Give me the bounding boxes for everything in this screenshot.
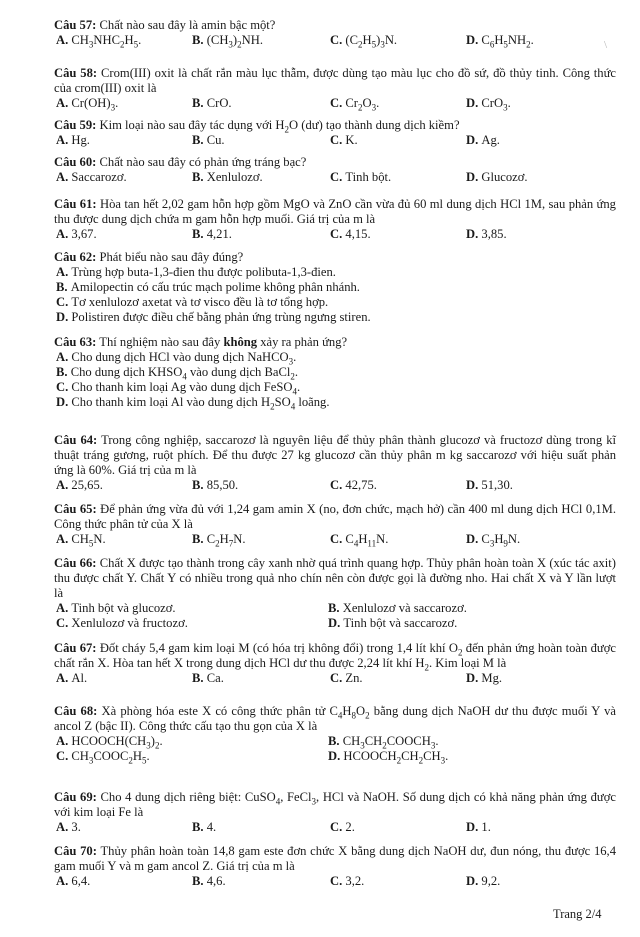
option-text: 25,65. <box>71 478 103 492</box>
option-text: 4,6. <box>206 874 226 888</box>
answer-option <box>56 532 192 547</box>
answer-options <box>56 170 616 185</box>
option-letter: B. <box>56 280 68 294</box>
option-text: Zn. <box>345 671 363 685</box>
option-letter: B. <box>192 820 204 834</box>
option-text: 3,85. <box>481 227 507 241</box>
option-letter: D. <box>466 133 479 147</box>
question-number: Câu 69: <box>54 790 97 804</box>
answer-option <box>328 601 618 616</box>
answer-option <box>56 601 328 616</box>
question-68 <box>54 704 616 764</box>
answer-option <box>56 820 192 835</box>
option-letter: B. <box>192 671 204 685</box>
option-letter: D. <box>466 874 479 888</box>
option-letter: C. <box>330 96 343 110</box>
option-text: Cho thanh kim loại Al vào dung dịch $H_2SO_4$ loãng. <box>71 395 330 412</box>
answer-option <box>192 33 330 48</box>
answer-option <box>56 310 616 325</box>
option-text: 4. <box>206 820 217 834</box>
option-letter: A. <box>56 170 69 184</box>
answer-option <box>192 478 330 493</box>
option-text: CrO$_3$. <box>481 96 511 113</box>
option-text: Glucozơ. <box>481 170 528 184</box>
page-number: Trang 2/4 <box>553 907 602 921</box>
option-text: Tơ xenlulozơ axetat và tơ visco đều là tơ tổng hợp. <box>71 295 329 309</box>
question-stem <box>54 502 616 532</box>
answer-options <box>56 874 616 889</box>
question-text: Để phản ứng vừa đủ với 1,24 gam amin X (no, đơn chức, mạch hở) cần 400 ml dung dịch HCl 0,1M. Công thức phân tử của X là <box>54 502 616 531</box>
answer-option <box>466 671 616 686</box>
option-letter: D. <box>466 33 479 47</box>
option-letter: C. <box>330 133 343 147</box>
answer-option <box>56 295 616 310</box>
option-letter: C. <box>56 616 69 630</box>
question-63 <box>54 335 616 410</box>
answer-options <box>56 601 616 631</box>
answer-option <box>56 350 616 365</box>
option-text: $(CH_3)_2NH$. <box>206 33 263 50</box>
option-letter: B. <box>192 532 204 546</box>
question-text: Thủy phân hoàn toàn 14,8 gam este đơn chức X bằng dung dịch NaOH dư, đun nóng, thu được 16,4 gam muối Y và m gam ancol Z. Giá trị của m là <box>54 844 616 873</box>
option-letter: B. <box>192 874 204 888</box>
question-64 <box>54 433 616 493</box>
question-number: Câu 58: <box>54 66 98 80</box>
question-60 <box>54 155 616 185</box>
option-letter: C. <box>56 749 69 763</box>
option-letter: B. <box>192 33 204 47</box>
option-text: Ca. <box>206 671 224 685</box>
answer-option <box>56 478 192 493</box>
answer-option <box>56 170 192 185</box>
answer-option <box>192 170 330 185</box>
answer-option <box>56 616 328 631</box>
question-66 <box>54 556 616 631</box>
answer-options <box>56 350 616 410</box>
option-letter: C. <box>56 380 69 394</box>
option-text: Amilopectin có cấu trúc mạch polime không phân nhánh. <box>70 280 360 294</box>
option-text: Xenlulozơ và saccarozơ. <box>342 601 467 615</box>
option-text: Hg. <box>71 133 90 147</box>
option-text: $CH_3NHC_2H_5$. <box>71 33 142 50</box>
option-letter: B. <box>192 478 204 492</box>
answer-options <box>56 671 616 686</box>
question-stem <box>54 118 616 133</box>
option-letter: C. <box>330 820 343 834</box>
answer-option <box>330 820 466 835</box>
question-number: Câu 57: <box>54 18 97 32</box>
question-text: Hòa tan hết 2,02 gam hỗn hợp gồm MgO và ZnO cần vừa đủ 60 ml dung dịch HCl 1M, sau phản ứng thu được dung dịch chứa m gam hỗn hợp muối. Giá trị của m là <box>54 197 616 226</box>
question-number: Câu 68: <box>54 704 98 718</box>
option-letter: A. <box>56 532 69 546</box>
answer-option <box>466 170 616 185</box>
question-stem <box>54 641 616 671</box>
option-text: Tinh bột và saccarozơ. <box>343 616 458 630</box>
answer-option <box>330 671 466 686</box>
option-text: $C_3H_9N$. <box>481 532 521 549</box>
answer-option <box>56 33 192 48</box>
option-text: $Cr(OH)_3$. <box>71 96 119 113</box>
option-text: 2. <box>345 820 355 834</box>
question-number: Câu 63: <box>54 335 97 349</box>
answer-option <box>466 133 616 148</box>
question-stem <box>54 844 616 874</box>
question-text: Chất nào sau đây là amin bậc một? <box>96 18 276 32</box>
answer-option <box>192 671 330 686</box>
answer-options <box>56 227 616 242</box>
option-letter: C. <box>330 227 343 241</box>
option-text: $CH_3CH_2COOCH_3$. <box>342 734 439 751</box>
option-letter: B. <box>328 601 340 615</box>
option-letter: C. <box>330 671 343 685</box>
answer-option <box>330 532 466 547</box>
option-letter: D. <box>466 170 479 184</box>
option-text: 42,75. <box>345 478 377 492</box>
answer-option <box>466 478 616 493</box>
option-letter: A. <box>56 478 69 492</box>
question-number: Câu 67: <box>54 641 97 655</box>
answer-options <box>56 133 616 148</box>
option-letter: A. <box>56 265 69 279</box>
option-text: 85,50. <box>206 478 239 492</box>
answer-options <box>56 96 616 111</box>
option-text: 51,30. <box>481 478 513 492</box>
answer-option <box>330 170 466 185</box>
option-letter: D. <box>328 616 341 630</box>
option-text: Cho dung dịch HCl vào dung dịch NaHCO$_3$. <box>71 350 297 367</box>
question-stem <box>54 704 616 734</box>
answer-option <box>192 133 330 148</box>
question-stem <box>54 250 616 265</box>
option-letter: C. <box>56 295 69 309</box>
option-text: $CH_3COOC_2H_5$. <box>71 749 150 766</box>
question-58 <box>54 66 616 111</box>
option-text: Polistiren được điều chế bằng phản ứng trùng ngưng stiren. <box>71 310 371 324</box>
question-text: Xà phòng hóa este X có công thức phân tử $C_4H_8O_2$ bằng dung dịch NaOH dư thu được muối Y và ancol Z (bậc II). Công thức cấu tạo thu gọn của X là <box>54 704 616 733</box>
answer-option <box>330 874 466 889</box>
option-letter: B. <box>192 227 204 241</box>
option-letter: D. <box>328 749 341 763</box>
answer-option <box>56 280 616 295</box>
question-text: Phát biểu nào sau đây đúng? <box>96 250 244 264</box>
answer-option <box>328 616 618 631</box>
question-number: Câu 62: <box>54 250 97 264</box>
option-letter: C. <box>330 874 343 888</box>
question-stem <box>54 335 616 350</box>
option-text: $C_2H_7N$. <box>206 532 246 549</box>
answer-option <box>56 874 192 889</box>
answer-option <box>56 133 192 148</box>
answer-options <box>56 734 616 764</box>
option-text: $CH_5N$. <box>71 532 106 549</box>
question-67 <box>54 641 616 686</box>
option-text: 3. <box>71 820 81 834</box>
question-stem <box>54 66 616 96</box>
option-letter: D. <box>466 227 479 241</box>
answer-options <box>56 478 616 493</box>
option-letter: C. <box>330 33 343 47</box>
option-text: Cho thanh kim loại Ag vào dung dịch FeSO$_4$. <box>71 380 301 397</box>
question-text: Đốt cháy 5,4 gam kim loại M (có hóa trị không đổi) trong 1,4 lít khí $O_2$ đến phản ứng hoàn toàn được chất rắn X. Hòa tan hết X trong dung dịch HCl dư thu được 2,24 lít khí $H_2$. Kim loại M là <box>54 641 616 673</box>
answer-option <box>56 365 616 380</box>
option-text: Xenlulozơ và fructozơ. <box>71 616 188 630</box>
answer-option <box>466 820 616 835</box>
option-text: $(C_2H_5)_3N$. <box>345 33 398 50</box>
option-letter: B. <box>192 96 204 110</box>
question-stem <box>54 18 616 33</box>
question-number: Câu 60: <box>54 155 97 169</box>
option-letter: A. <box>56 601 69 615</box>
question-stem <box>54 197 616 227</box>
option-letter: C. <box>330 170 343 184</box>
option-letter: D. <box>466 478 479 492</box>
question-61 <box>54 197 616 242</box>
question-text: Trong công nghiệp, saccarozơ là nguyên liệu để thủy phân thành glucozơ và fructozơ dùng trong kĩ thuật tráng gương, ruột phích. Để thu được 27 kg glucozơ cần thủy phân m kg saccarozơ với hiệu suất phản ứng là 60%. Giá trị của m là <box>54 433 616 477</box>
answer-option <box>330 96 466 111</box>
option-letter: B. <box>56 365 68 379</box>
answer-option <box>56 671 192 686</box>
answer-option <box>56 734 328 749</box>
question-text: Kim loại nào sau đây tác dụng với $H_2O$ (dư) tạo thành dung dịch kiềm? <box>96 118 460 135</box>
answer-option <box>192 227 330 242</box>
answer-option <box>56 265 616 280</box>
answer-option <box>466 96 616 111</box>
option-text: 6,4. <box>71 874 91 888</box>
option-text: $HCOOCH(CH_3)_2$. <box>71 734 163 751</box>
option-text: CrO. <box>206 96 232 110</box>
question-number: Câu 59: <box>54 118 97 132</box>
option-text: 9,2. <box>481 874 501 888</box>
option-text: Ag. <box>481 133 500 147</box>
option-text: 3,67. <box>71 227 97 241</box>
option-letter: D. <box>466 671 479 685</box>
option-text: Saccarozơ. <box>71 170 127 184</box>
option-text: 3,2. <box>345 874 365 888</box>
answer-option <box>56 227 192 242</box>
option-letter: A. <box>56 133 69 147</box>
option-text: Mg. <box>481 671 503 685</box>
question-62 <box>54 250 616 325</box>
option-letter: A. <box>56 671 69 685</box>
option-text: Tinh bột và glucozơ. <box>71 601 176 615</box>
option-letter: A. <box>56 734 69 748</box>
question-text: Cho 4 dung dịch riêng biệt: CuSO$_4$, FeCl$_3$, HCl và NaOH. Số dung dịch có khả năng phản ứng được với kim loại Fe là <box>54 790 616 819</box>
question-number: Câu 65: <box>54 502 97 516</box>
option-letter: D. <box>466 820 479 834</box>
answer-option <box>192 96 330 111</box>
question-number: Câu 64: <box>54 433 98 447</box>
answer-option <box>56 749 328 764</box>
option-letter: B. <box>192 133 204 147</box>
option-letter: C. <box>330 478 343 492</box>
answer-option <box>192 820 330 835</box>
question-59 <box>54 118 616 148</box>
scan-mark: \ <box>604 39 608 51</box>
option-letter: A. <box>56 350 69 364</box>
option-text: Cu. <box>206 133 225 147</box>
answer-option <box>192 874 330 889</box>
question-number: Câu 66: <box>54 556 97 570</box>
answer-option <box>192 532 330 547</box>
option-text: Cho dung dịch $KHSO_4$ vào dung dịch BaCl$_2$. <box>70 365 299 382</box>
answer-option <box>330 227 466 242</box>
option-letter: D. <box>466 96 479 110</box>
question-text: Thí nghiệm nào sau đây không xảy ra phản ứng? <box>96 335 348 349</box>
answer-option <box>328 749 618 764</box>
answer-option <box>466 33 616 48</box>
option-letter: D. <box>56 395 69 409</box>
option-letter: A. <box>56 96 69 110</box>
option-letter: A. <box>56 874 69 888</box>
answer-options <box>56 532 616 547</box>
option-text: $C_6H_5NH_2$. <box>481 33 534 50</box>
answer-options <box>56 265 616 325</box>
question-70 <box>54 844 616 889</box>
option-letter: A. <box>56 820 69 834</box>
answer-option <box>56 96 192 111</box>
answer-option <box>466 874 616 889</box>
option-letter: B. <box>192 170 204 184</box>
question-stem <box>54 790 616 820</box>
question-number: Câu 70: <box>54 844 97 858</box>
option-text: K. <box>345 133 358 147</box>
question-text: Crom(III) oxit là chất rắn màu lục thẫm, được dùng tạo màu lục cho đồ sứ, đồ thủy tinh. Công thức của crom(III) oxit là <box>54 66 616 95</box>
option-text: Xenlulozơ. <box>206 170 263 184</box>
answer-option <box>330 33 466 48</box>
option-letter: C. <box>330 532 343 546</box>
option-letter: A. <box>56 227 69 241</box>
option-letter: B. <box>328 734 340 748</box>
option-text: Trùng hợp buta-1,3-đien thu được polibuta-1,3-đien. <box>71 265 336 279</box>
option-text: 4,21. <box>206 227 232 241</box>
option-letter: D. <box>56 310 69 324</box>
option-text: $Cr_2O_3$. <box>345 96 380 113</box>
option-text: 1. <box>481 820 491 834</box>
answer-option <box>466 532 616 547</box>
question-text: Chất nào sau đây có phản ứng tráng bạc? <box>96 155 307 169</box>
question-stem <box>54 155 616 170</box>
option-text: 4,15. <box>345 227 371 241</box>
option-text: $C_4H_{11}N$. <box>345 532 389 549</box>
question-69 <box>54 790 616 835</box>
answer-option <box>56 395 616 410</box>
option-letter: D. <box>466 532 479 546</box>
option-text: Al. <box>71 671 88 685</box>
option-text: Tinh bột. <box>345 170 392 184</box>
answer-option <box>328 734 618 749</box>
answer-options <box>56 33 616 48</box>
answer-option <box>330 478 466 493</box>
answer-option <box>466 227 616 242</box>
answer-options <box>56 820 616 835</box>
question-57 <box>54 18 616 48</box>
option-letter: A. <box>56 33 69 47</box>
question-stem <box>54 433 616 478</box>
answer-option <box>330 133 466 148</box>
question-65 <box>54 502 616 547</box>
question-number: Câu 61: <box>54 197 97 211</box>
option-text: $HCOOCH_2CH_2CH_3$. <box>343 749 449 766</box>
answer-option <box>56 380 616 395</box>
question-text: Chất X được tạo thành trong cây xanh nhờ quá trình quang hợp. Thủy phân hoàn toàn X (xúc tác axit) thu được chất Y. Chất Y có nhiều trong quả nho chín nên còn được gọi là đường nho. Hai chất X và Y lần lượt là <box>54 556 616 600</box>
question-stem <box>54 556 616 601</box>
